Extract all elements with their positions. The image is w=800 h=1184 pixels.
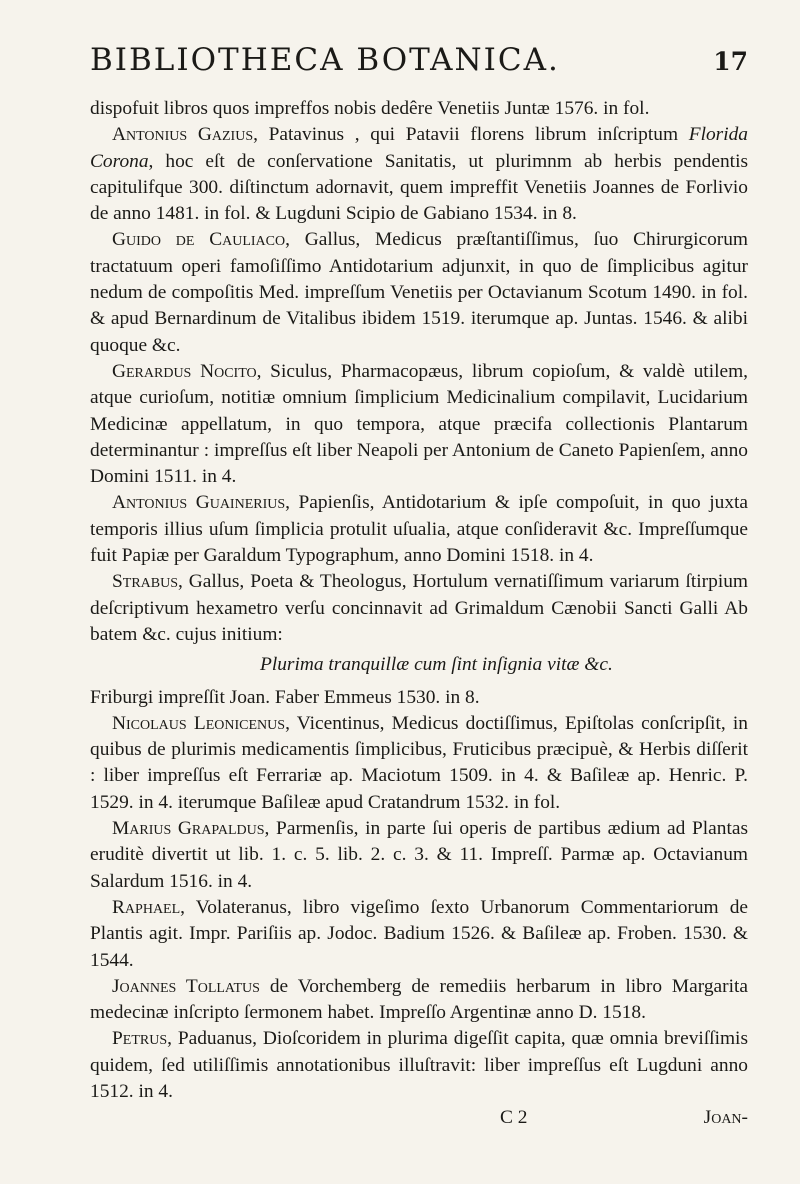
entry-text: , Gallus, Medicus præſtantiſſimus, ſuo Chirurgicorum tractatuum operi famoſiſſimo Antidotarium adjunxit, in quo de ſimplicibus agitur nedum de compoſitis Med. impreſſum Venetiis per Octavianum Scotum 1490. in fol. & apud Bernardinum de Vitalibus ibidem 1519. iterumque ap. Juntas. 1546. & alibi quoque &c. [90, 229, 748, 356]
entry-author: Gerardus Nocito [112, 360, 257, 382]
entry-text: , Patavinus , qui Patavii florens librum inſcriptum [253, 124, 689, 146]
entry-tollatus [90, 974, 748, 1027]
entry-text: , Papienſis, Antidotarium & ipſe compoſuit, in quo juxta temporis illius uſum ſimplicia protulit uſualia, atque conſideravit &c. Impreſſumque fuit Papiæ per Garaldum Typographum, anno Domini 1518. in 4. [90, 492, 749, 567]
entry-text: , hoc eſt de conſervatione Sanitatis, ut plurimnm ab herbis pendentis capitulifque 300. diſtinctum adornavit, quem impreffit Venetiis Joannes de Forlivio de anno 1481. in fol. & Lugduni Scipio de Gabiano 1534. in 8. [90, 150, 748, 225]
entry-petrus [90, 1026, 748, 1105]
entry-author: Nicolaus Leonicenus [112, 712, 286, 734]
entry-continuation [90, 96, 748, 122]
entry-author: Marius Grapaldus [112, 818, 265, 840]
entry-author: Joannes Tollatus [112, 975, 260, 997]
entry-nocito [90, 359, 748, 490]
entry-book-title: Florida Corona [90, 124, 748, 172]
entry-strabus [90, 569, 748, 648]
page-footer [90, 1107, 748, 1129]
entry-text: , Siculus, Pharmacopæus, librum copioſum, & valdè utilem, atque curioſum, notitiæ omnium ſimplicium Medicinalium compilavit, Lucidarium Medicinæ appellatum, in quo tempora, atque præcifa collectionis Plantarum determinantur : impreſſus eſt liber Neapoli per Antonium de Caneto Papienſem, anno Domini 1511. in 4. [90, 360, 749, 488]
body-text [90, 96, 748, 1105]
running-head [90, 42, 748, 78]
signature-mark: C 2 [500, 1107, 528, 1129]
verse-quote: Plurima tranquillæ cum ſint inſignia vitæ &c. [260, 654, 613, 676]
catchword: Joan- [703, 1107, 748, 1129]
entry-grapaldus [90, 816, 748, 895]
entry-author: Petrus [112, 1028, 168, 1050]
entry-author: Strabus [112, 571, 179, 593]
entry-text: , Paduanus, Dioſcoridem in plurima digeſſit capita, quæ omnia breviſſimis quidem, ſed utiliſſimis annotationibus illuſtravit: liber impreſſus eſt Lugduni anno 1512. in 4. [90, 1028, 748, 1102]
entry-author: Guido de Cauliaco [112, 229, 286, 251]
entry-author: Raphael [112, 896, 181, 918]
entry-cauliaco [90, 227, 748, 358]
running-title: BIBLIOTHECA BOTANICA. [90, 42, 560, 78]
entry-gazius [90, 122, 748, 227]
entry-text: , Gallus, Poeta & Theologus, Hortulum vernatiſſimum variarum ſtirpium deſcriptivum hexametro verſu concinnavit ad Grimaldum Cænobii Sancti Galli Ab batem &c. cujus initium: [90, 571, 748, 645]
entry-text: Friburgi impreſſit Joan. Faber Emmeus 1530. in 8. [90, 686, 480, 708]
entry-author: Antonius Guainerius [112, 492, 286, 514]
page-number: 17 [713, 47, 748, 76]
entry-guainerius [90, 490, 748, 569]
entry-raphael [90, 895, 748, 974]
entry-text: de Vorchemberg de remediis herbarum in libro Margarita medecinæ inſcripto ſermonem habet. Impreſſo Argentinæ anno D. 1518. [90, 975, 749, 1024]
entry-text: , Vicentinus, Medicus doctiſſimus, Epiſtolas conſcripſit, in quibus de plurimis medicamentis ſimplicibus, Fruticibus præcipuè, & Herbis diſſerit : liber impreſſus eſt Ferrariæ ap. Maciotum 1509. in 4. & Baſileæ ap. Henric. P. 1529. in 4. iterumque Baſileæ apud Cratandrum 1532. in fol. [90, 712, 748, 813]
entry-text: , Volateranus, libro vigeſimo ſexto Urbanorum Commentariorum de Plantis agit. Impr. Pariſiis ap. Jodoc. Badium 1526. & Baſileæ ap. Froben. 1530. & 1544. [90, 896, 748, 971]
entry-leonicenus [90, 711, 748, 816]
entry-text: , Parmenſis, in parte ſui operis de partibus ædium ad Plantas eruditè divertit ut lib. 1. c. 5. lib. 2. c. 3. & 11. Impreſſ. Parmæ ap. Octavianum Salardum 1516. in 4. [90, 818, 748, 892]
entry-author: Antonius Gazius [112, 124, 254, 146]
entry-continuation [90, 685, 748, 711]
entry-text: dispofuit libros quos impreffos nobis dedêre Venetiis Juntæ 1576. in fol. [90, 98, 650, 119]
